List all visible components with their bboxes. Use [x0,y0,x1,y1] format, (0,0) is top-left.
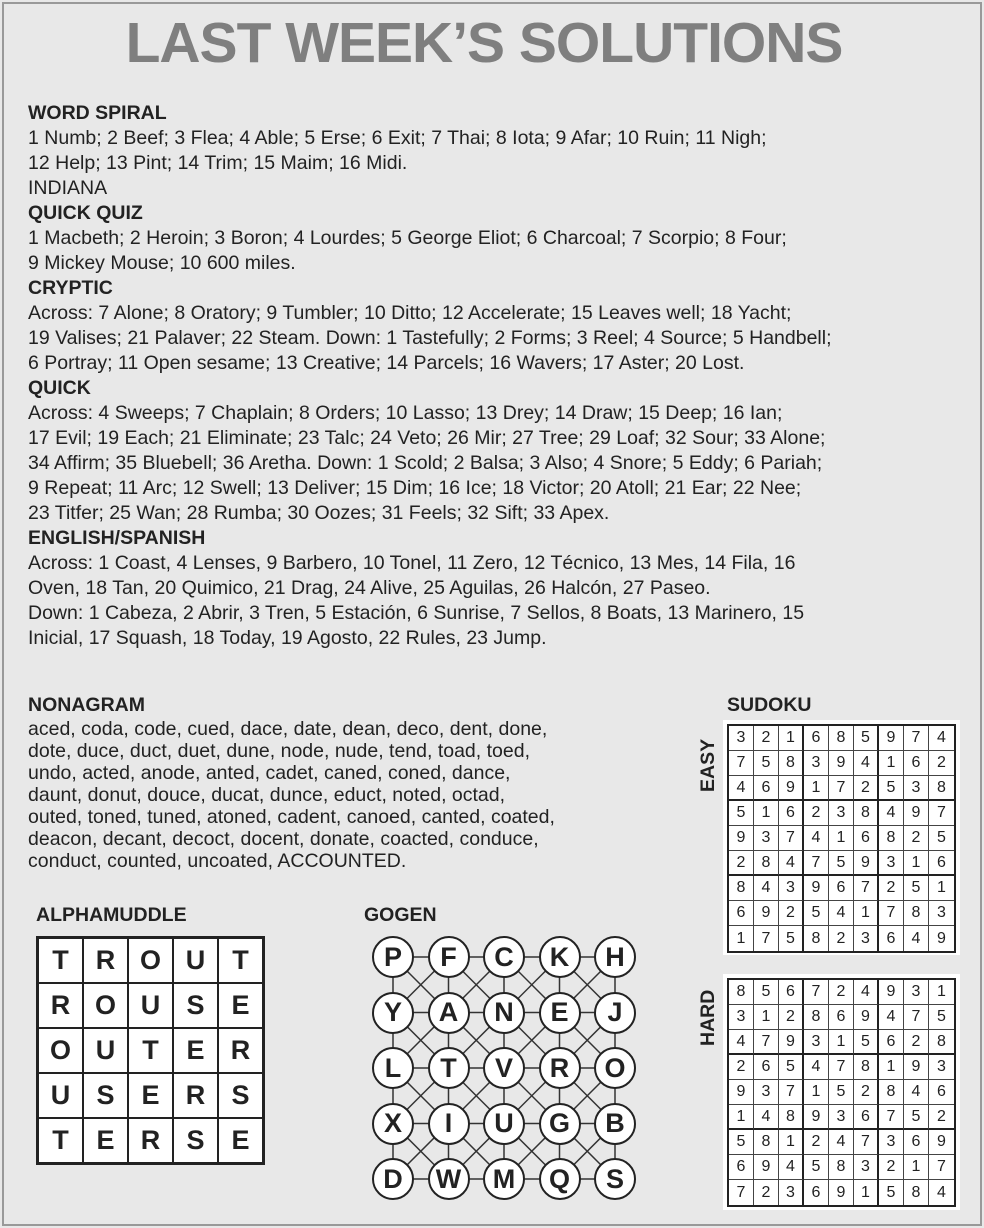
sudoku-cell: 9 [879,980,904,1005]
sudoku-cell: 8 [829,1155,854,1180]
sudoku-cell: 9 [854,1005,879,1030]
sudoku-cell: 9 [937,929,946,947]
section-line: 6 Portray; 11 Open sesame; 13 Creative; 14 Parcels; 16 Wavers; 17 Aster; 20 Lost. [28,352,745,374]
sudoku-cell: 9 [929,1130,954,1155]
gogen-heading: GOGEN [364,904,437,926]
section-line: 12 Help; 13 Pint; 14 Trim; 15 Maim; 16 Midi. [28,152,408,174]
sudoku-cell: 9 [754,901,779,926]
sudoku-cell: 8 [804,1005,829,1030]
sudoku-cell: 7 [904,1005,929,1030]
sudoku-cell: 6 [854,826,879,851]
sudoku-cell: 8 [754,851,779,876]
sudoku-cell: 8 [879,1080,904,1105]
sudoku-easy [723,720,960,955]
alphamuddle-cell: R [128,1118,173,1163]
sudoku-cell: 3 [804,751,829,776]
sudoku-cell: 5 [854,726,879,751]
sudoku-cell: 8 [929,776,954,801]
gogen-letter: S [594,1158,636,1200]
section-line: 9 Mickey Mouse; 10 600 miles. [28,252,296,274]
section-line: 1 Macbeth; 2 Heroin; 3 Boron; 4 Lourdes; 5 George Eliot; 6 Charcoal; 7 Scorpio; 8 Four; [28,227,787,249]
sudoku-cell: 1 [854,1180,879,1205]
sudoku-cell: 6 [754,776,779,801]
sudoku-cell: 7 [754,926,779,951]
sudoku-row [729,1005,954,1030]
section-line: Across: 1 Coast, 4 Lenses, 9 Barbero, 10 Tonel, 11 Zero, 12 Técnico, 13 Mes, 14 Fila, 16 [28,552,796,574]
alphamuddle-cell: E [218,1118,263,1163]
sudoku-cell: 3 [929,1055,954,1080]
section-line: 23 Titfer; 25 Wan; 28 Rumba; 30 Oozes; 31 Feels; 32 Sift; 33 Apex. [28,502,610,524]
sudoku-cell: 1 [879,751,904,776]
alphamuddle-cell: U [83,1028,128,1073]
gogen-letter: L [372,1047,414,1089]
sudoku-cell: 7 [854,1130,879,1155]
sudoku-cell: 3 [879,851,904,876]
alphamuddle-cell: E [173,1028,218,1073]
sudoku-cell: 6 [729,901,754,926]
gogen-letter: F [428,936,470,978]
sudoku-cell: 6 [829,1005,854,1030]
sudoku-row [729,751,954,776]
sudoku-cell: 5 [804,1155,829,1180]
nonagram-line: undo, acted, anode, anted, cadet, caned, coned, dance, [28,762,511,784]
section-line: Across: 4 Sweeps; 7 Chaplain; 8 Orders; 10 Lasso; 13 Drey; 14 Draw; 15 Deep; 16 Ian; [28,402,783,424]
gogen-letter: W [428,1158,470,1200]
sudoku-cell: 2 [929,751,954,776]
gogen-letter: P [372,936,414,978]
sudoku-cell: 9 [829,1180,854,1205]
sudoku-cell: 2 [729,851,754,876]
gogen-letter: I [428,1103,470,1145]
sudoku-cell: 7 [879,1105,904,1130]
sudoku-cell: 5 [779,926,804,951]
sudoku-cell: 1 [929,980,954,1005]
sudoku-cell: 5 [754,751,779,776]
sudoku-cell: 7 [929,1155,954,1180]
sudoku-cell: 5 [879,776,904,801]
sudoku-cell: 2 [829,926,854,951]
sudoku-easy-grid [727,724,956,953]
gogen-letter: A [428,992,470,1034]
sudoku-cell: 1 [904,851,929,876]
sudoku-cell: 1 [779,726,804,751]
sudoku-cell: 5 [729,1130,754,1155]
sudoku-row [729,876,954,901]
sudoku-cell: 3 [929,901,954,926]
sudoku-cell: 1 [729,1105,754,1130]
section-heading: WORD SPIRAL [28,102,167,124]
sudoku-cell: 2 [929,1105,954,1130]
sudoku-row [729,826,954,851]
sudoku-cell: 6 [729,1155,754,1180]
sudoku-cell: 5 [854,1030,879,1055]
sudoku-cell: 5 [829,1080,854,1105]
gogen-letter: J [594,992,636,1034]
sudoku-cell: 7 [729,751,754,776]
sudoku-cell: 8 [829,726,854,751]
sudoku-cell: 4 [879,1005,904,1030]
sudoku-cell: 3 [804,1030,829,1055]
sudoku-heading: SUDOKU [727,694,812,716]
sudoku-row [729,980,954,1005]
sudoku-cell: 3 [754,1080,779,1105]
alphamuddle-cell: T [128,1028,173,1073]
sudoku-cell: 4 [754,876,779,901]
gogen-letter: U [483,1103,525,1145]
sudoku-cell: 4 [904,926,929,951]
sudoku-cell: 2 [879,876,904,901]
alphamuddle-cell: S [173,1118,218,1163]
section-line: Across: 7 Alone; 8 Oratory; 9 Tumbler; 10 Ditto; 12 Accelerate; 15 Leaves well; 18 Yacht; [28,302,792,324]
sudoku-cell: 7 [829,776,854,801]
alphamuddle-cell: S [83,1073,128,1118]
sudoku-cell: 4 [937,1183,946,1201]
alphamuddle-cell: O [38,1028,83,1073]
alphamuddle-cell: O [83,983,128,1028]
sudoku-hard-label: HARD [697,989,719,1046]
sudoku-cell: 8 [779,751,804,776]
sudoku-cell: 2 [729,1055,754,1080]
sudoku-cell: 6 [829,876,854,901]
sudoku-row [729,776,954,801]
sudoku-cell: 9 [854,851,879,876]
sudoku-cell: 4 [729,776,754,801]
sudoku-cell: 3 [729,1005,754,1030]
nonagram-line: outed, toned, tuned, atoned, cadent, canoed, canted, coated, [28,806,555,828]
sudoku-cell: 1 [779,1130,804,1155]
sudoku-cell: 2 [804,1130,829,1155]
gogen-letter: G [539,1103,581,1145]
sudoku-hard-grid [727,978,956,1207]
alphamuddle-heading: ALPHAMUDDLE [36,904,187,926]
section-line: INDIANA [28,177,108,199]
sudoku-row [729,1030,954,1055]
sudoku-cell: 8 [904,1180,929,1205]
sudoku-cell: 5 [929,1005,954,1030]
sudoku-cell: 3 [879,1130,904,1155]
sudoku-cell: 1 [829,1030,854,1055]
sudoku-cell: 4 [879,801,904,826]
alphamuddle-cell: U [128,983,173,1028]
nonagram-line: conduct, counted, uncoated, ACCOUNTED. [28,850,407,872]
sudoku-cell: 2 [904,826,929,851]
alphamuddle-cell: S [218,1073,263,1118]
alphamuddle-cell: T [38,938,83,983]
alphamuddle-row [38,983,263,1028]
sudoku-cell: 6 [804,1180,829,1205]
sudoku-cell: 3 [829,1105,854,1130]
nonagram-line: deacon, decant, decoct, docent, donate, coacted, conduce, [28,828,539,850]
sudoku-cell: 4 [854,980,879,1005]
sudoku-cell: 1 [804,1080,829,1105]
section-line: 1 Numb; 2 Beef; 3 Flea; 4 Able; 5 Erse; 6 Exit; 7 Thai; 8 Iota; 9 Afar; 10 Ruin; 11 Nigh; [28,127,767,149]
sudoku-cell: 1 [854,901,879,926]
sudoku-cell: 4 [804,1055,829,1080]
section-line: 34 Affirm; 35 Bluebell; 36 Aretha. Down: 1 Scold; 2 Balsa; 3 Also; 4 Snore; 5 Eddy; 6 Pariah; [28,452,823,474]
sudoku-cell: 5 [779,1055,804,1080]
sudoku-cell: 3 [779,1180,804,1205]
sudoku-row [729,801,954,826]
sudoku-cell: 7 [754,1030,779,1055]
section-heading: CRYPTIC [28,277,113,299]
sudoku-cell: 4 [779,1155,804,1180]
sudoku-cell: 8 [754,1130,779,1155]
gogen-letter: V [483,1047,525,1089]
sudoku-cell: 7 [829,1055,854,1080]
sudoku-cell: 8 [779,1105,804,1130]
sudoku-cell: 2 [854,776,879,801]
sudoku-cell: 3 [854,1155,879,1180]
sudoku-cell: 7 [879,901,904,926]
sudoku-cell: 8 [879,826,904,851]
sudoku-cell: 1 [904,1155,929,1180]
sudoku-cell: 8 [904,901,929,926]
sudoku-cell: 9 [754,1155,779,1180]
alphamuddle-cell: R [173,1073,218,1118]
sudoku-cell: 6 [754,1055,779,1080]
gogen-letter: N [483,992,525,1034]
sudoku-cell: 8 [854,801,879,826]
alphamuddle-cell: E [83,1118,128,1163]
sudoku-cell: 6 [904,751,929,776]
sudoku-cell: 9 [804,876,829,901]
sudoku-cell: 4 [929,726,954,751]
sudoku-cell: 8 [804,926,829,951]
section-line: 19 Valises; 21 Palaver; 22 Steam. Down: 1 Tastefully; 2 Forms; 3 Reel; 4 Source; 5 Handbell; [28,327,832,349]
sudoku-cell: 6 [929,851,954,876]
gogen-letter: K [539,936,581,978]
alphamuddle-cell: E [218,983,263,1028]
sudoku-cell: 6 [779,801,804,826]
nonagram-line: dote, duce, duct, duet, dune, node, nude, tend, toad, toed, [28,740,530,762]
sudoku-row [729,926,954,951]
sudoku-cell: 3 [904,776,929,801]
sudoku-cell: 4 [854,751,879,776]
sudoku-cell: 7 [779,826,804,851]
sudoku-cell: 2 [779,901,804,926]
page-title: LAST WEEK’S SOLUTIONS [125,11,843,75]
sudoku-hard [723,974,960,1210]
sudoku-cell: 3 [779,876,804,901]
section-line: 17 Evil; 19 Each; 21 Eliminate; 23 Talc; 24 Veto; 26 Mir; 27 Tree; 29 Loaf; 32 Sour; 33 Alone; [28,427,826,449]
sudoku-cell: 1 [879,1055,904,1080]
sudoku-cell: 5 [804,901,829,926]
sudoku-cell: 9 [779,776,804,801]
section-heading: QUICK QUIZ [28,202,143,224]
alphamuddle-cell: U [173,938,218,983]
alphamuddle-cell: R [38,983,83,1028]
sudoku-cell: 2 [754,726,779,751]
sudoku-cell: 8 [854,1055,879,1080]
sudoku-cell: 8 [929,1030,954,1055]
gogen-letter: E [539,992,581,1034]
sudoku-cell: 7 [929,801,954,826]
sudoku-cell: 1 [754,1005,779,1030]
gogen-letter: B [594,1103,636,1145]
section-line: Down: 1 Cabeza, 2 Abrir, 3 Tren, 5 Estación, 6 Sunrise, 7 Sellos, 8 Boats, 13 Marinero, 15 [28,602,805,624]
alphamuddle-row [38,1028,263,1073]
sudoku-cell: 5 [904,1105,929,1130]
sudoku-cell: 7 [804,851,829,876]
gogen-letter: Y [372,992,414,1034]
sudoku-cell: 1 [804,776,829,801]
sudoku-cell: 7 [804,980,829,1005]
sudoku-cell: 7 [854,876,879,901]
sudoku-cell: 2 [754,1180,779,1205]
alphamuddle-cell: T [218,938,263,983]
alphamuddle-cell: R [83,938,128,983]
sudoku-cell: 6 [804,726,829,751]
sudoku-row [729,1130,954,1155]
sudoku-cell: 1 [729,926,754,951]
sudoku-cell: 2 [904,1030,929,1055]
sudoku-cell: 4 [804,826,829,851]
alphamuddle-cell: R [218,1028,263,1073]
section-heading: QUICK [28,377,91,399]
section-line: Oven, 18 Tan, 20 Quimico, 21 Drag, 24 Alive, 25 Aguilas, 26 Halcón, 27 Paseo. [28,577,711,599]
sudoku-cell: 8 [729,876,754,901]
sudoku-cell: 2 [829,980,854,1005]
alphamuddle-cell: U [38,1073,83,1118]
sudoku-row [729,1155,954,1180]
sudoku-cell: 6 [904,1130,929,1155]
sudoku-cell: 4 [829,1130,854,1155]
sudoku-cell: 3 [754,826,779,851]
gogen-letter: O [594,1047,636,1089]
sudoku-cell: 3 [904,980,929,1005]
nonagram-heading: NONAGRAM [28,694,145,716]
sudoku-cell: 9 [879,726,904,751]
section-line: 9 Repeat; 11 Arc; 12 Swell; 13 Deliver; 15 Dim; 16 Ice; 18 Victor; 20 Atoll; 21 Ear; 22 Nee; [28,477,802,499]
sudoku-cell: 6 [779,980,804,1005]
sudoku-cell: 9 [729,826,754,851]
sudoku-cell: 4 [779,851,804,876]
sudoku-cell: 1 [754,801,779,826]
alphamuddle-cell: O [128,938,173,983]
sudoku-cell: 5 [754,980,779,1005]
sudoku-cell: 6 [929,1080,954,1105]
sudoku-row [729,1080,954,1105]
sudoku-cell: 4 [829,901,854,926]
nonagram-section [28,692,688,872]
sudoku-cell: 5 [879,1180,904,1205]
sudoku-cell: 2 [879,1155,904,1180]
gogen-grid [368,932,632,1192]
sudoku-cell: 9 [904,1055,929,1080]
sudoku-cell: 9 [904,801,929,826]
sudoku-cell: 4 [904,1080,929,1105]
alphamuddle-row [38,938,263,983]
alphamuddle-grid [36,936,265,1165]
sudoku-cell: 2 [854,1080,879,1105]
sudoku-cell: 1 [929,876,954,901]
solutions-text [28,101,968,651]
sudoku-cell: 4 [754,1105,779,1130]
gogen-letter: T [428,1047,470,1089]
gogen-letter: H [594,936,636,978]
sudoku-cell: 6 [879,1030,904,1055]
gogen-letter: Q [539,1158,581,1200]
alphamuddle-cell: S [173,983,218,1028]
sudoku-cell: 5 [729,801,754,826]
sudoku-cell: 1 [829,826,854,851]
sudoku-cell: 4 [729,1030,754,1055]
sudoku-cell: 6 [854,1105,879,1130]
sudoku-row [729,1105,954,1130]
sudoku-cell: 9 [729,1080,754,1105]
sudoku-cell: 7 [779,1080,804,1105]
sudoku-cell: 2 [779,1005,804,1030]
sudoku-row [729,1055,954,1080]
sudoku-cell: 8 [729,980,754,1005]
sudoku-cell: 9 [804,1105,829,1130]
nonagram-line: aced, coda, code, cued, dace, date, dean, deco, dent, done, [28,718,548,740]
sudoku-row [729,1180,954,1205]
sudoku-cell: 5 [829,851,854,876]
gogen-letter: X [372,1103,414,1145]
sudoku-cell: 5 [904,876,929,901]
sudoku-cell: 9 [779,1030,804,1055]
nonagram-words [28,718,688,872]
sudoku-cell: 7 [904,726,929,751]
alphamuddle-row [38,1073,263,1118]
sudoku-easy-label: EASY [697,738,719,792]
sudoku-cell: 3 [729,726,754,751]
sudoku-cell: 3 [829,801,854,826]
sudoku-cell: 3 [854,926,879,951]
gogen-letter: M [483,1158,525,1200]
gogen-letter: D [372,1158,414,1200]
sudoku-cell: 2 [804,801,829,826]
sudoku-row [729,851,954,876]
alphamuddle-cell: E [128,1073,173,1118]
nonagram-line: daunt, donut, douce, ducat, dunce, educt, noted, octad, [28,784,506,806]
sudoku-cell: 6 [879,926,904,951]
alphamuddle-cell: T [38,1118,83,1163]
sudoku-row [729,901,954,926]
sudoku-cell: 7 [729,1180,754,1205]
alphamuddle-row [38,1118,263,1163]
sudoku-cell: 9 [829,751,854,776]
sudoku-row [729,726,954,751]
gogen-letter: C [483,936,525,978]
section-line: Inicial, 17 Squash, 18 Today, 19 Agosto, 22 Rules, 23 Jump. [28,627,547,649]
sudoku-cell: 5 [929,826,954,851]
section-heading: ENGLISH/SPANISH [28,527,206,549]
gogen-letter: R [539,1047,581,1089]
